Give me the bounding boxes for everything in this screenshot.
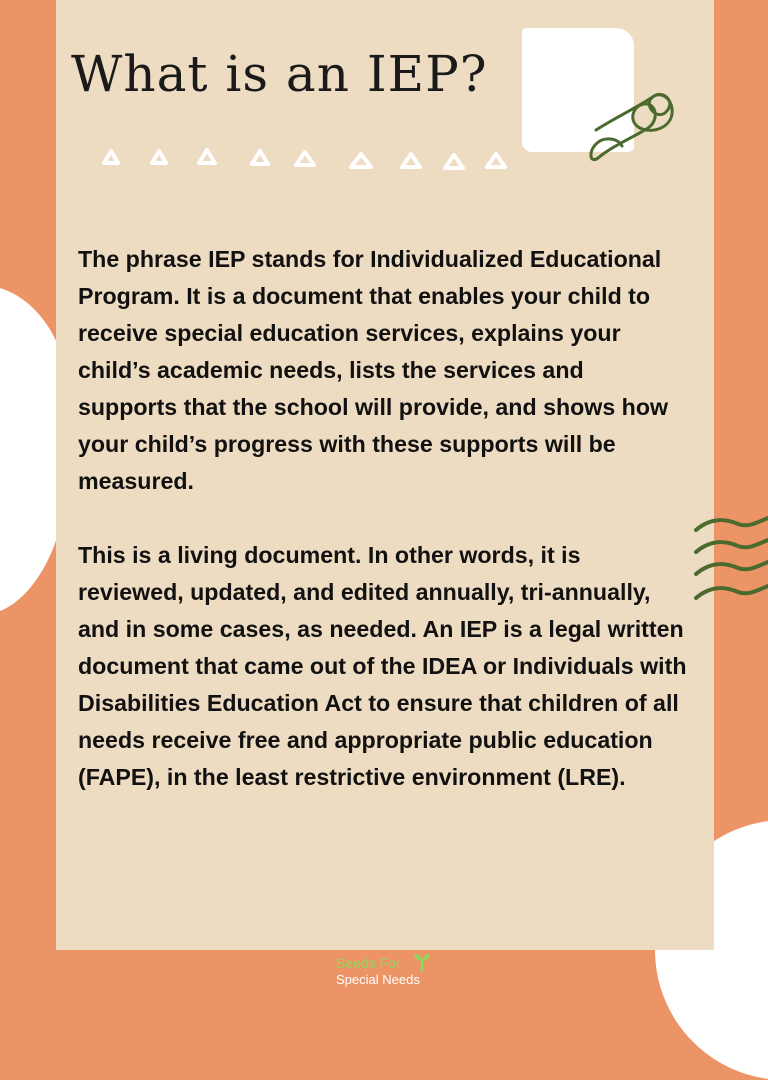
logo (336, 950, 446, 990)
paragraph-definition: The phrase IEP stands for Individualized Educational Program. It is a document that enables your child to receive special education services, explains your child’s academic needs, lists the services and supports that the school will provide, and shows how your child’s progress with these supports will be measured. (78, 246, 669, 494)
triangle-outline-icon (402, 154, 420, 167)
triangle-outline-icon (296, 152, 314, 165)
triangle-outline-icon (487, 154, 505, 167)
triangle-outline-icon (252, 151, 268, 164)
page-title: What is an IEP? (71, 45, 488, 103)
triangle-outline-icon (445, 155, 463, 168)
triangle-row-decoration (96, 143, 516, 179)
squiggle-doodle-icon (588, 88, 678, 168)
triangle-outline-icon (104, 151, 118, 163)
triangle-outline-icon (199, 150, 215, 163)
paragraph-living-document: This is a living document. In other words, it is reviewed, updated, and edited annually, tri-annually, and in some cases, as needed. An IEP is a legal written document that came out of the IDEA or Individuals with Disabilities Education Act to ensure that children of all needs receive free and appropriate public education (FAPE), in the least restrictive environment (LRE). (78, 542, 687, 790)
logo-line-2: Special Needs (336, 972, 420, 987)
logo-line-1: Seeds For (336, 955, 401, 971)
sprout-icon (412, 951, 432, 973)
triangle-outline-icon (351, 154, 371, 167)
triangle-outline-icon (152, 151, 166, 163)
body-text (78, 241, 688, 796)
wave-lines-icon (690, 512, 768, 612)
